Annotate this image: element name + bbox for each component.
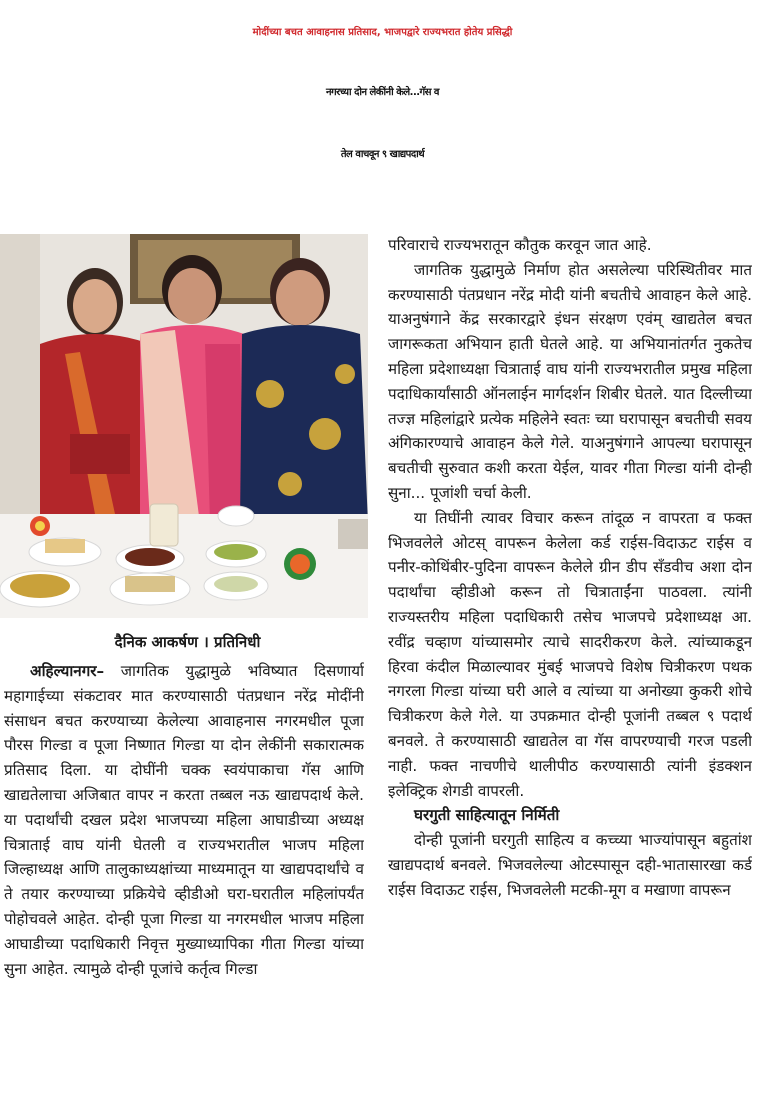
article-paragraph-5: दोन्ही पूजांनी घरगुती साहित्य व कच्च्या भाज्यांपासून बहुतांश खाद्यपदार्थ बनवले. भिजवलेल्या ओटस्पासून दही-भातासारखा कर्ड राईस विदाऊट राईस, भिजवलेली मटकी-मूग व मखाणा वापरून: [388, 831, 752, 899]
article-paragraph-4: या तिघींनी त्यावर विचार करून तांदूळ न वापरता व फक्त भिजवलेले ओटस् वापरून केलेला कर्ड राईस-विदाऊट राईस व पनीर-कोथिंबीर-पुदिना वापरून केलेले ग्रीन डीप सँडवीच अशा दोन पदार्थांचा व्हीडीओ करून तो चित्राताईंना पाठवला. त्यांनी राज्यस्तरीय महिला पदाधिकारी तसेच भाजपचे प्रदेशाध्यक्ष आ. रवींद्र चव्हाण यांच्यासमोर त्याचे सादरीकरण केले. त्यांच्याकडून हिरवा कंदील मिळाल्यावर मुंबई भाजपचे विशेष चित्रीकरण पथक नगरला गिल्डा यांच्या घरी आले व त्यांच्या या अनोख्या कुकरी शोचे चित्रीकरण केले गेले. या उपक्रमात दोन्ही पूजांनी तब्बल ९ पदार्थ बनवले. ते करण्यासाठी खाद्यतेल वा गॅस वापरण्याची गरज पडली नाही. फक्त नाचणीचे थालीपीठ करण्यासाठी त्यांनी इंडक्शन इलेक्ट्रिक शेगडी वापरली.: [388, 508, 752, 800]
byline: दैनिक आकर्षण । प्रतिनिधी: [114, 633, 261, 651]
article-paragraph-1: [4, 659, 364, 981]
dateline: अहिल्यानगर–: [30, 662, 105, 680]
headline-line-1: नगरच्या दोन लेकींनी केले...गॅस व: [326, 87, 439, 98]
article-column-right: [388, 233, 752, 1099]
article-paragraph-3: जागतिक युद्धामुळे निर्माण होत असलेल्या परिस्थितीवर मात करण्यासाठी पंतप्रधान नरेंद्र मोदी यांनी बचतीचे आवाहन केले आहे. याअनुषंगाने केंद्र सरकारद्वारे इंधन संरक्षण एवंम् खाद्यतेल बचत जागरूकता अभियान हाती घेतले आहे. या अभियानांतर्गत नुकतेच महिला प्रदेशाध्यक्षा चित्राताई वाघ यांनी राज्यभरातील प्रमुख महिला पदाधिकार्यांसाठी ऑनलाईन मार्गदर्शन शिबीर घेतले. यात दिल्लीच्या तज्ज्ञ महिलांद्वारे प्रत्येक महिलेने स्वतः च्या घरापासून बचतीची सवय अंगिकारण्याचे आवाहन केले गेले. याअनुषंगाने आपल्या घरापासून बचतीची सुरुवात कशी करता येईल, यावर गीता गिल्डा यांनी दोन्ही सुना... पूजांशी चर्चा केली.: [388, 260, 752, 502]
kicker-headline: मोदींच्या बचत आवाहनास प्रतिसाद, भाजपद्वारे राज्यभरात होतेय प्रसिद्धी: [252, 27, 513, 38]
article-subheading: घरगुती साहित्यातून निर्मिती: [414, 806, 560, 825]
article-paragraph-2: परिवाराचे राज्यभरातून कौतुक करवून जात आहे.: [388, 236, 652, 254]
article-column-left: [4, 659, 364, 1099]
paragraph-text: जागतिक युद्धामुळे भविष्यात दिसणार्या महागाईच्या संकटावर मात करण्यासाठी पंतप्रधान नरेंद्र मोदींनी संसाधन बचत करण्याच्या केलेल्या आवाहनास नगरमधील पूजा पौरस गिल्डा व पूजा निष्णात गिल्डा या दोन लेकींनी सकारात्मक प्रतिसाद दिला. या दोघींनी चक्क स्वयंपाकाचा गॅस आणि खाद्यतेलाचा अजिबात वापर न करता तब्बल नऊ खाद्यपदार्थ केले. या पदार्थांची दखल प्रदेश भाजपच्या महिला आघाडीच्या अध्यक्ष चित्राताई वाघ यांनी घेतली व राज्यभरातील भाजप महिला जिल्हाध्यक्ष आणि तालुकाध्यक्षांच्या माध्यमातून या खाद्यपदार्थांचे व ते तयार करण्याच्या प्रक्रियेचे व्हीडीओ घरा-घरातील महिलांपर्यंत पोहोचवले आहेत. दोन्ही पूजा गिल्डा या नगरमधील भाजप महिला आघाडीच्या पदाधिकारी निवृत्त मुख्याध्यापिका गीता गिल्डा यांच्या सुना आहेत. त्यामुळे दोन्ही पूजांचे कर्तृत्व गिल्डा: [4, 662, 364, 978]
article-photo: [0, 234, 368, 618]
headline-line-2: तेल वाचवून ९ खाद्यपदार्थ: [340, 149, 425, 160]
